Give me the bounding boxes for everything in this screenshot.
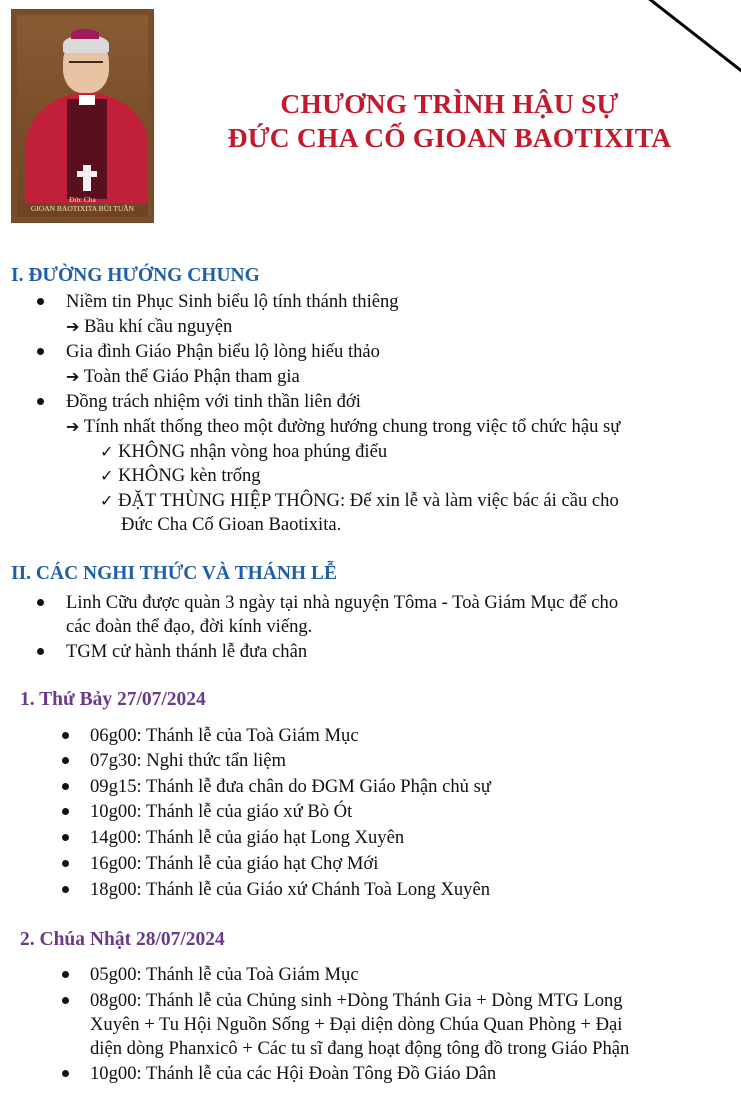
bullet-icon [62, 808, 69, 815]
day2-item-2: 08g00: Thánh lễ của Chủng sinh +Dòng Thánh Gia + Dòng MTG Long [90, 990, 623, 1011]
portrait-photo [17, 15, 148, 217]
bullet-icon [62, 886, 69, 893]
section2-heading: II. CÁC NGHI THỨC VÀ THÁNH LỄ [11, 563, 337, 584]
day2-item-2-cont1: Xuyên + Tu Hội Nguồn Sống + Đại diện dòng Chúa Quan Phòng + Đại [90, 1014, 623, 1035]
checkmark-icon: ✓ [100, 466, 114, 485]
day2-item-2-cont2: diện dòng Phanxicô + Các tu sĩ đang hoạt động tông đồ trong Giáo Phận [90, 1038, 630, 1059]
portrait-zucchetto [71, 29, 99, 39]
day2-item-1: 05g00: Thánh lễ của Toà Giám Mục [90, 964, 359, 985]
bullet-icon [37, 298, 44, 305]
day1-item-5: 14g00: Thánh lễ của giáo hạt Long Xuyên [90, 827, 405, 848]
bullet-icon [37, 398, 44, 405]
bullet-icon [62, 1070, 69, 1077]
check-item-2-text: KHÔNG kèn trống [118, 465, 261, 486]
check-item-1-text: KHÔNG nhận vòng hoa phúng điếu [118, 441, 388, 462]
bullet-icon [37, 348, 44, 355]
section2-item-1: Linh Cữu được quàn 3 ngày tại nhà nguyện Tôma - Toà Giám Mục để cho [66, 592, 619, 613]
day1-heading: 1. Thứ Bảy 27/07/2024 [20, 689, 206, 710]
day1-item-6: 16g00: Thánh lễ của giáo hạt Chợ Mới [90, 853, 379, 874]
day2-item-3: 10g00: Thánh lễ của các Hội Đoàn Tông Đồ Giáo Dân [90, 1063, 497, 1084]
section1-item-3-sub [66, 415, 620, 439]
bullet-icon [37, 648, 44, 655]
section1-item-1: Niềm tin Phục Sinh biểu lộ tính thánh thiêng [66, 291, 399, 312]
bullet-icon [62, 971, 69, 978]
page-title-line1: CHƯƠNG TRÌNH HẬU SỰ [280, 88, 619, 119]
bishop-portrait [11, 9, 154, 223]
mourning-ribbon [635, 0, 741, 76]
checkmark-icon: ✓ [100, 442, 114, 461]
day1-item-7: 18g00: Thánh lễ của Giáo xứ Chánh Toà Long Xuyên [90, 879, 491, 900]
section2-item-1-cont: các đoàn thể đạo, đời kính viếng. [66, 616, 313, 637]
checkmark-icon: ✓ [100, 491, 114, 510]
section1-item-1-sub [66, 315, 232, 339]
bullet-icon [37, 599, 44, 606]
portrait-glasses [69, 61, 103, 69]
section1-heading: I. ĐƯỜNG HƯỚNG CHUNG [11, 265, 260, 286]
bullet-icon [62, 834, 69, 841]
portrait-caption-line1: Đức Cha [69, 195, 96, 204]
section1-item-1-sub-text: Bầu khí cầu nguyện [84, 316, 233, 337]
day1-item-3: 09g15: Thánh lễ đưa chân do ĐGM Giáo Phận chủ sự [90, 776, 491, 797]
portrait-caption-line2: GIOAN BAOTIXITA BÙI TUẦN [30, 204, 135, 213]
pectoral-cross-icon [83, 165, 91, 191]
check-item-3-cont: Đức Cha Cố Gioan Baotixita. [121, 514, 342, 535]
check-item-3-text: ĐẶT THÙNG HIỆP THÔNG: Để xin lễ và làm việc bác ái cầu cho [118, 490, 619, 511]
bullet-icon [62, 732, 69, 739]
section1-item-3-sub-text: Tính nhất thống theo một đường hướng chung trong việc tổ chức hậu sự [83, 416, 621, 437]
bullet-icon [62, 783, 69, 790]
portrait-collar [79, 95, 95, 105]
day2-heading: 2. Chúa Nhật 28/07/2024 [20, 929, 225, 950]
day1-item-4: 10g00: Thánh lễ của giáo xứ Bò Ót [90, 801, 353, 822]
check-item-3 [100, 489, 619, 513]
day1-item-1: 06g00: Thánh lễ của Toà Giám Mục [90, 725, 359, 746]
section1-item-2: Gia đình Giáo Phận biểu lộ lòng hiếu thảo [66, 341, 380, 362]
arrow-right-icon: ➔ [66, 367, 80, 386]
portrait-caption [17, 195, 148, 213]
bullet-icon [62, 997, 69, 1004]
section1-item-2-sub-text: Toàn thể Giáo Phận tham gia [83, 366, 300, 387]
bullet-icon [62, 757, 69, 764]
check-item-1 [100, 440, 387, 464]
section1-item-2-sub [66, 365, 300, 389]
section1-item-3: Đồng trách nhiệm với tinh thần liên đới [66, 391, 361, 412]
section2-item-2: TGM cử hành thánh lễ đưa chân [66, 641, 308, 662]
bullet-icon [62, 860, 69, 867]
day1-item-2: 07g30: Nghi thức tẩn liệm [90, 750, 286, 771]
arrow-right-icon: ➔ [66, 317, 80, 336]
page-title-line2: ĐỨC CHA CỐ GIOAN BAOTIXITA [227, 122, 672, 153]
check-item-2 [100, 464, 261, 488]
arrow-right-icon: ➔ [66, 417, 80, 436]
